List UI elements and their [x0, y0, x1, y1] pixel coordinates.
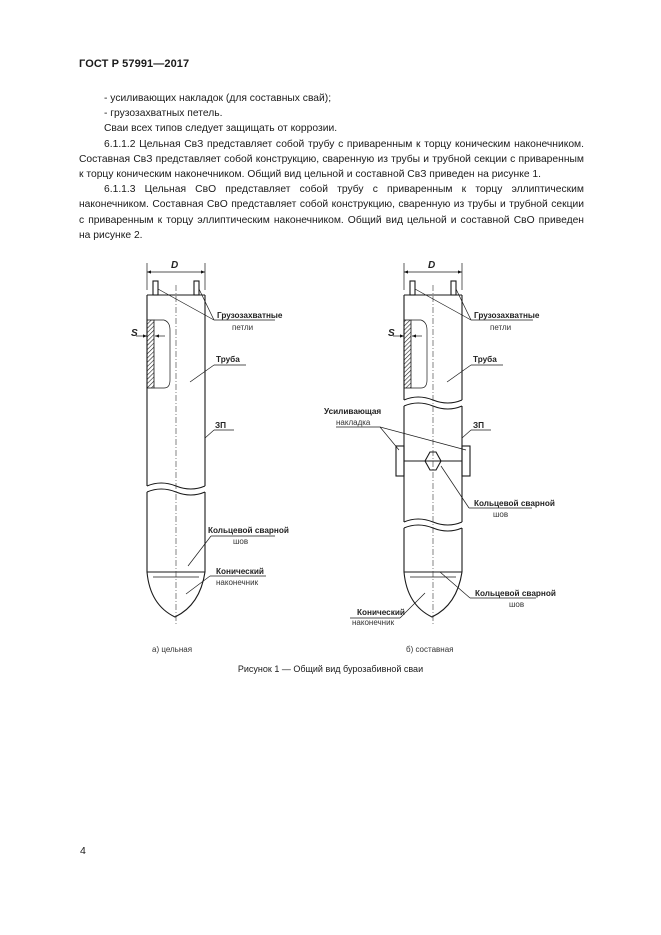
left-weld-label-2: шов — [233, 537, 249, 546]
pad-label-2: накладка — [336, 418, 371, 427]
right-thickness-s-label: S — [388, 328, 395, 339]
left-tip-label-2: наконечник — [216, 578, 259, 587]
figure-caption: Рисунок 1 — Общий вид бурозабивной сваи — [237, 664, 424, 674]
right-weld1-label-2: шов — [493, 510, 509, 519]
right-loops-label-1: Грузозахватные — [474, 311, 540, 320]
corrosion-line: Сваи всех типов следует защищать от коррозии. — [104, 123, 338, 135]
right-dimension-d-label: D — [428, 260, 436, 271]
paragraph-6-1-1-3: 6.1.1.3 Цельная СвО представляет собой трубу с приваренным к торцу эллиптическим наконечником. Составная СвО представляет собой конструкцию, сваренную из трубы и трубной секции с приваренным к торцу эллиптическим наконечником. Общий вид цельной и составной СвО приведен на рисунке 2. — [79, 184, 584, 241]
right-pipe-label: Труба — [473, 355, 497, 364]
figure-pile-drawing — [0, 240, 661, 655]
right-tip-label-1: Конический — [357, 608, 405, 617]
paragraph-6-1-1-2: 6.1.1.2 Цельная СвЗ представляет собой трубу с приваренным к торцу коническим наконечником. Составная СвЗ представляет собой конструкцию, сваренную из трубы и трубной секции с приваренным к торцу коническим наконечником. Общий вид цельной и составной СвЗ приведен на рисунке 1. — [79, 138, 584, 181]
dimension-d-label: D — [171, 260, 179, 271]
bullet-lifting-loops: - грузозахватных петель. — [104, 108, 223, 120]
left-loops-label-1: Грузозахватные — [217, 311, 283, 320]
left-pipe-label: Труба — [216, 355, 240, 364]
sublabel-solid: а) цельная — [152, 645, 193, 654]
left-zp-label: ЗП — [215, 421, 227, 430]
left-loops-label-2: петли — [232, 323, 254, 332]
right-zp-label: ЗП — [473, 421, 485, 430]
right-tip-label-2: наконечник — [352, 618, 395, 627]
page-number: 4 — [80, 845, 86, 857]
body-text — [79, 91, 584, 243]
right-loops-label-2: петли — [490, 323, 512, 332]
bullet-reinforcing-pads: - усиливающих накладок (для составных свай); — [104, 93, 332, 104]
pad-label-1: Усиливающая — [324, 407, 382, 416]
right-weld2-label-1: Кольцевой сварной — [475, 589, 556, 598]
right-weld2-label-2: шов — [509, 600, 525, 609]
sublabel-composite: б) составная — [406, 645, 454, 654]
document-code-header: ГОСТ Р 57991—2017 — [79, 58, 190, 70]
right-weld1-label-1: Кольцевой сварной — [474, 499, 555, 508]
left-weld-label-1: Кольцевой сварной — [208, 526, 289, 535]
pile-solid — [131, 260, 289, 625]
pile-composite — [324, 260, 556, 627]
thickness-s-label: S — [131, 328, 138, 339]
left-tip-label-1: Конический — [216, 567, 264, 576]
